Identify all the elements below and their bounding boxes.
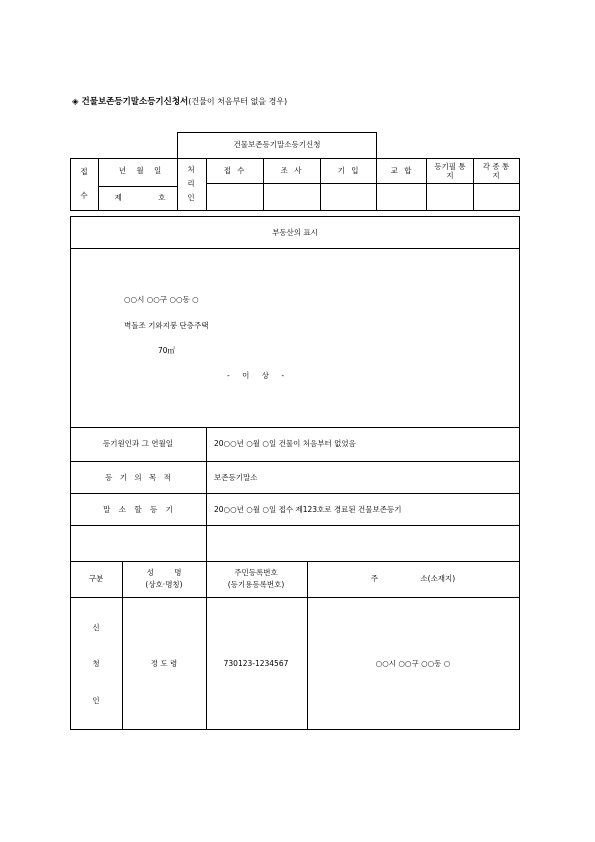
row-purpose-label: 등 기 의 목 적 <box>105 473 171 482</box>
diamond-bullet-icon: ◈ <box>72 97 79 107</box>
property-header: 부동산의 표시 <box>272 228 318 237</box>
col-collation: 교 합 <box>390 166 412 175</box>
applicant-id-header: 주민등록번호 <box>234 568 278 577</box>
number-label: 제 호 <box>114 193 166 202</box>
applicant-address: ○○시 ○○구 ○○동 ○ <box>375 659 451 668</box>
applicant-role-1: 신 <box>92 623 100 632</box>
applicant-id-subheader: (등기용등록번호) <box>227 580 285 589</box>
applicant-role-2: 청 <box>92 659 100 668</box>
applicant-name-subheader: (상호·명칭) <box>145 580 183 589</box>
processor-label-3: 인 <box>187 193 195 202</box>
title-sub: (건물이 처음부터 없을 경우) <box>188 97 288 106</box>
applicant-id-number: 730123-1234567 <box>223 659 289 668</box>
reception-header: 건물보존등기말소등기신청 <box>233 140 321 149</box>
applicant-category-header: 구분 <box>88 574 104 583</box>
col-registration-notice: 등기필 통 지 <box>434 162 466 181</box>
document-title <box>72 98 287 107</box>
receipt-label-1: 접 <box>80 167 88 176</box>
row-cancel-label: 말 소 할 등 기 <box>103 505 173 514</box>
applicant-address-header: 주 소(소재지) <box>370 574 456 583</box>
processor-label-1: 처 <box>187 165 195 174</box>
col-investigation: 조 사 <box>280 166 302 175</box>
applicant-role-3: 인 <box>92 696 100 705</box>
property-area: 70㎡ <box>158 346 176 355</box>
applicant-name: 정 도 령 <box>150 659 178 668</box>
row-cause-value: 20○○년 ○월 ○일 건물이 처음부터 없었음 <box>214 439 356 448</box>
col-entry: 기 입 <box>337 166 359 175</box>
col-receipt: 접 수 <box>223 166 245 175</box>
date-label: 년 월 일 <box>118 166 162 175</box>
processor-label-2: 리 <box>187 179 195 188</box>
row-cause-label: 등기원인과 그 연월일 <box>103 439 173 448</box>
row-cancel-value: 20○○년 ○월 ○일 접수 제123호로 경료된 건물보존등기 <box>214 505 402 514</box>
row-purpose-value: 보존등기말소 <box>214 473 258 482</box>
property-address: ○○시 ○○구 ○○동 ○ <box>124 295 199 304</box>
property-end-mark: - 이 상 - <box>227 371 285 380</box>
col-various-notice: 각 종 통 지 <box>482 162 510 181</box>
applicant-name-header: 성 명 <box>146 568 182 577</box>
property-structure: 벽돌조 기와지붕 단층주택 <box>124 321 209 330</box>
title-main: 건물보존등기말소등기신청서 <box>81 97 189 107</box>
receipt-label-2: 수 <box>80 191 88 200</box>
